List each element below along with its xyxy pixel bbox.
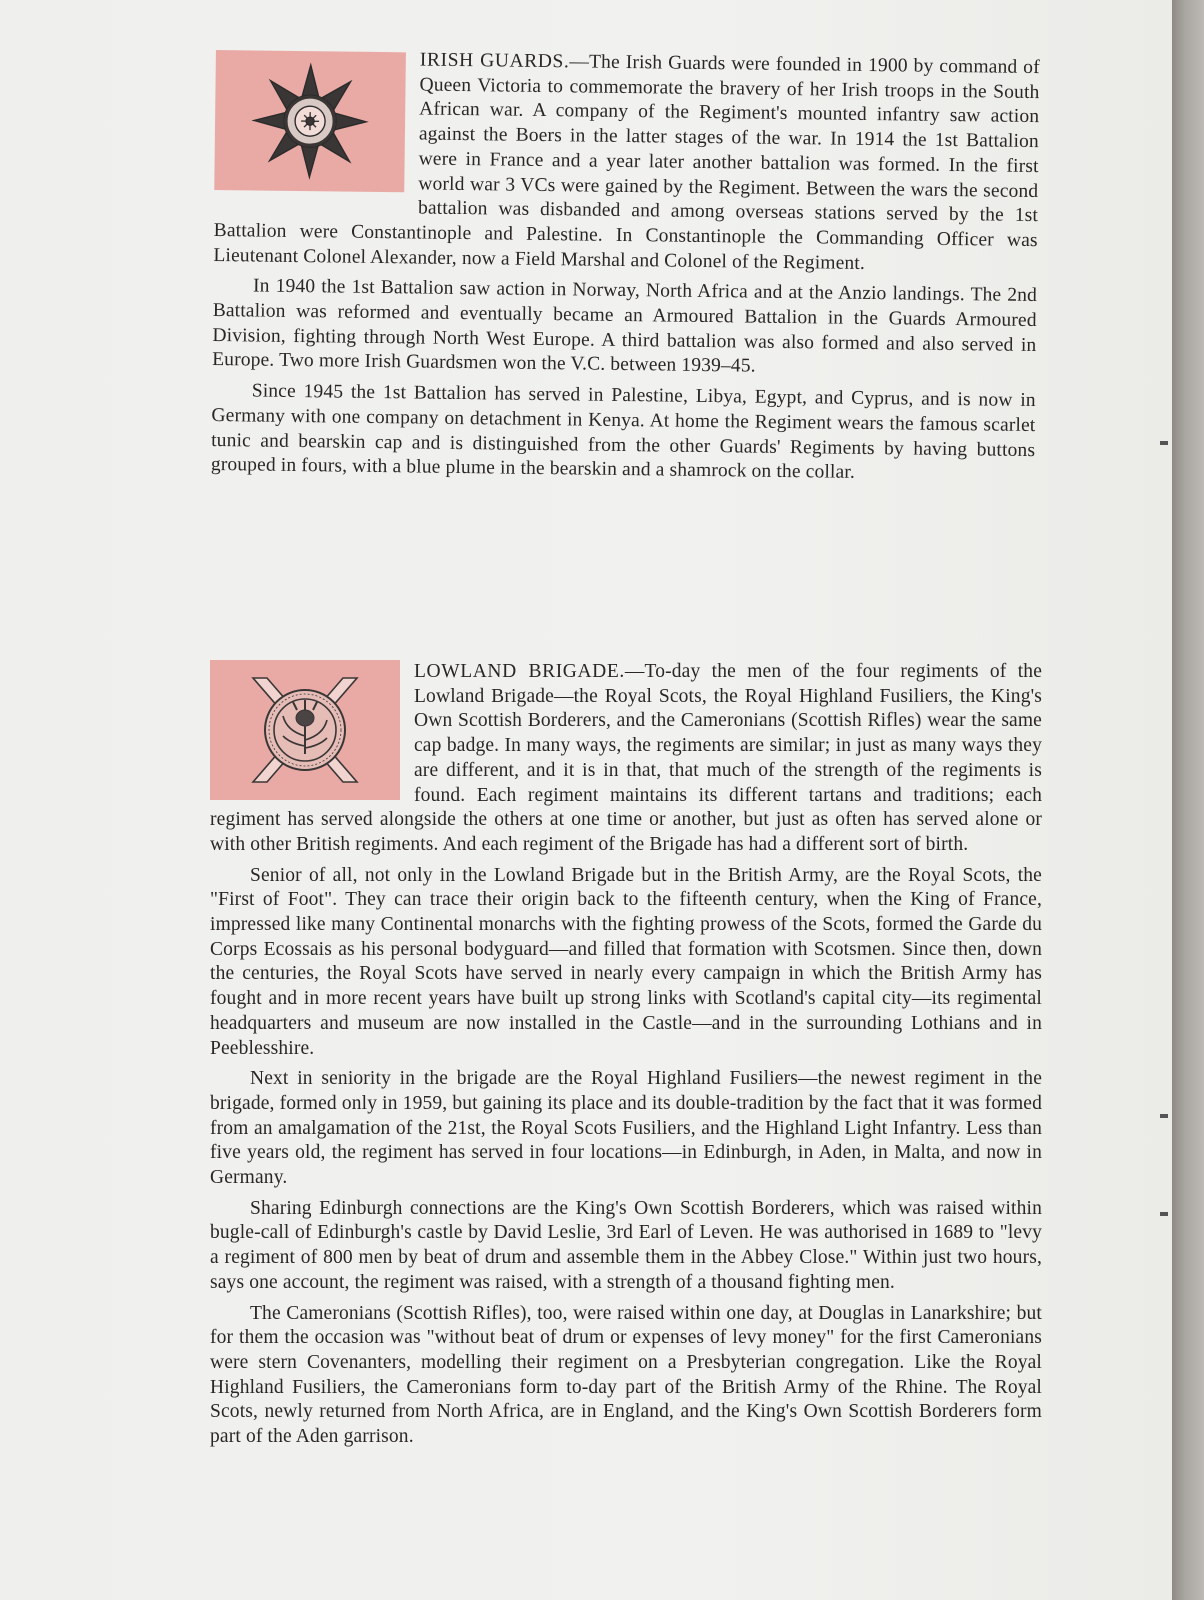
lowland-paragraph-5: The Cameronians (Scottish Rifles), too, were raised within one day, at Douglas in Lanarkshire; but for them the occasion was "without beat of drum or expenses of levy money" for the first Cameronians were stern Covenanters, modelling their regiment on a Presbyterian congregation. Like the Royal Highland Fusiliers, the Cameronians form to-day part of the British Army of the Rhine. The Royal Scots, newly returned from North Africa, are in England, and the King's Own Scottish Borderers form part of the Aden garrison. — [210, 1302, 1042, 1448]
irish-paragraph-1: IRISH GUARDS.—The Irish Guards were founded in 1900 by command of Queen Victoria to commemorate the bravery of her Irish troops in the South African war. A company of the Regiment's mounted infantry saw action against the Boers in the latter stages of the war. In 1914 the 1st Battalion were in France and a year later another battalion was formed. In the first world war 3 VCs were gained by the Regiment. Between the wars the second battalion was disbanded and among overseas stations served by the 1st Battalion were Constantinople and Palestine. In Constantinople the Commanding Officer was Lieutenant Colonel Alexander, now a Field Marshal and Colonel of the Regiment. — [213, 49, 1040, 274]
lowland-brigade-section — [210, 660, 1042, 1450]
irish-guards-section — [211, 46, 1040, 488]
lowland-brigade-saltire-badge-icon — [210, 660, 400, 800]
irish-paragraph-3: Since 1945 the 1st Battalion has served in Palestine, Libya, Egypt, and Cyprus, and is now in Germany with one company on detachment in Kenya. At home the Regiment wears the famous scarlet tunic and bearskin cap and is distinguished from the other Guards' Regiments by having buttons grouped in fours, with a blue plume in the bearskin and a shamrock on the collar. — [210, 380, 1036, 484]
binding-mark — [1160, 1212, 1168, 1216]
irish-guards-star-badge-icon — [214, 50, 406, 192]
irish-guards-heading: IRISH GUARDS. — [419, 49, 570, 73]
irish-paragraph-2: In 1940 the 1st Battalion saw action in Norway, North Africa and at the Anzio landings. The 2nd Battalion was reformed and eventually became an Armoured Battalion in the Guards Armoured Division, fighting through North West Europe. A third battalion was also formed and also served in Europe. Two more Irish Guardsmen won the V.C. between 1939–45. — [212, 275, 1038, 378]
lowland-paragraph-1: LOWLAND BRIGADE.—To-day the men of the four regiments of the Lowland Brigade—the Royal Scots, the Royal Highland Fusiliers, the King's Own Scottish Borderers, and the Cameronians (Scottish Rifles) wear the same cap badge. In many ways, the regiments are similar; in just as many ways they are different, and it is in that, that much of the strength of the regiments is found. Each regiment maintains its different tartans and traditions; each regiment has served alongside the others at one time or another, but just as often has served alone or with other British regiments. And each regiment of the Brigade has had a different sort of birth. — [210, 661, 1042, 855]
lowland-paragraph-4: Sharing Edinburgh connections are the King's Own Scottish Borderers, which was raised within bugle-call of Edinburgh's castle by David Leslie, 3rd Earl of Leven. He was authorised in 1689 to "levy a regiment of 800 men by beat of drum and assemble them in the Abbey Close." Within just two hours, says one account, the regiment was raised, with a strength of a thousand fighting men. — [210, 1197, 1042, 1293]
page-edge-shadow — [1172, 0, 1204, 1600]
lowland-paragraph-3: Next in seniority in the brigade are the Royal Highland Fusiliers—the newest regiment in the brigade, formed only in 1959, but gaining its place and its double-tradition by the fact that it was formed from an amalgamation of the 21st, the Royal Scots Fusiliers, and the Highland Light Infantry. Less than five years old, the regiment has served in four locations—in Edinburgh, in Aden, in Malta, and now in Germany. — [210, 1068, 1042, 1189]
binding-mark — [1160, 1114, 1168, 1118]
lowland-paragraph-2: Senior of all, not only in the Lowland Brigade but in the British Army, are the Royal Scots, the "First of Foot". They can trace their origin back to the fifteenth century, when the King of France, impressed like many Continental monarchs with the fighting prowess of the Scots, formed the Garde du Corps Ecossais as his personal bodyguard—and filled that formation with Scotsmen. Since then, down the centuries, the Royal Scots have served in nearly every campaign in which the British Army has fought and in more recent years have built up strong links with Scotland's capital city—its regimental headquarters and museum are now installed in the Castle—and in the surrounding Lothians and in Peeblesshire. — [210, 864, 1042, 1059]
lowland-brigade-heading: LOWLAND BRIGADE. — [414, 661, 625, 682]
binding-mark — [1160, 441, 1168, 445]
